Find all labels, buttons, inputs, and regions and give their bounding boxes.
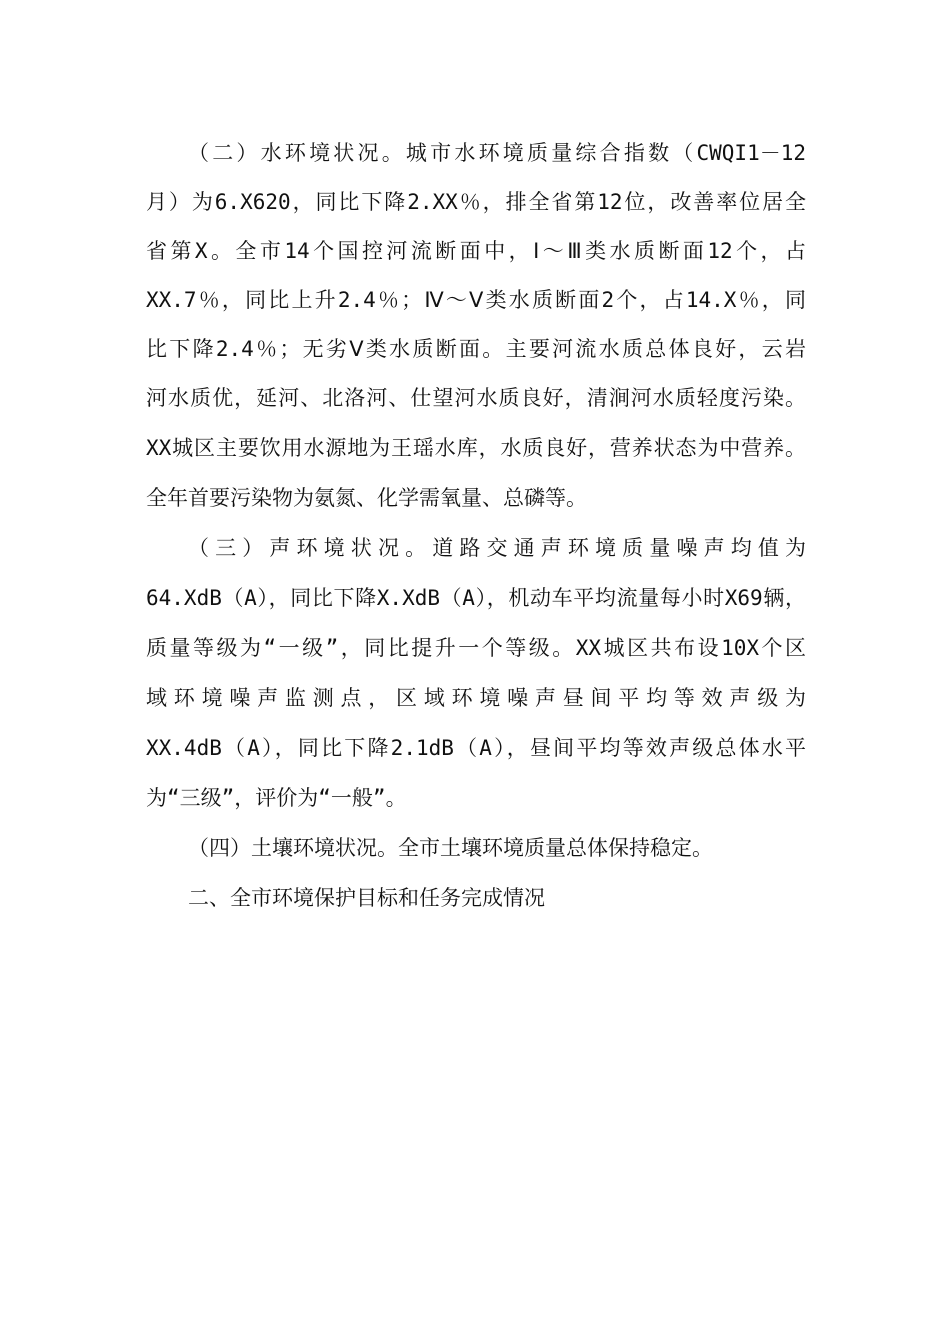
text-line: 省第X。全市14个国控河流断面中，Ⅰ～Ⅲ类水质断面12个，占 xyxy=(146,239,806,263)
text-line: 比下降2.4％；无劣Ⅴ类水质断面。主要河流水质总体良好，云岩 xyxy=(146,337,806,361)
text-line: 质量等级为“一级”，同比提升一个等级。XX城区共布设10X个区 xyxy=(146,636,806,660)
text-line: （三）声环境状况。道路交通声环境质量噪声均值为 xyxy=(188,536,806,560)
text-line: 月）为6.X620，同比下降2.XX％，排全省第12位，改善率位居全 xyxy=(146,190,806,214)
text-line: 64.XdB（A），同比下降X.XdB（A），机动车平均流量每小时X69辆， xyxy=(146,586,806,610)
text-line: （二）水环境状况。城市水环境质量综合指数（CWQI1－12 xyxy=(188,141,806,165)
text-line: 河水质优，延河、北洛河、仕望河水质良好，清涧河水质轻度污染。 xyxy=(146,386,806,410)
text-line: 域环境噪声监测点，区域环境噪声昼间平均等效声级为 xyxy=(146,686,806,710)
text-line: XX.4dB（A），同比下降2.1dB（A），昼间平均等效声级总体水平 xyxy=(146,736,806,760)
section-title: 二、全市环境保护目标和任务完成情况 xyxy=(188,886,545,910)
text-line: XX.7％，同比上升2.4％；Ⅳ～Ⅴ类水质断面2个，占14.X％，同 xyxy=(146,288,806,312)
text-line: 为“三级”，评价为“一般”。 xyxy=(146,786,407,810)
text-line: （四）土壤环境状况。全市土壤环境质量总体保持稳定。 xyxy=(188,836,713,860)
text-line: XX城区主要饮用水源地为王瑶水库，水质良好，营养状态为中营养。 xyxy=(146,436,806,460)
text-line: 全年首要污染物为氨氮、化学需氧量、总磷等。 xyxy=(146,486,587,510)
